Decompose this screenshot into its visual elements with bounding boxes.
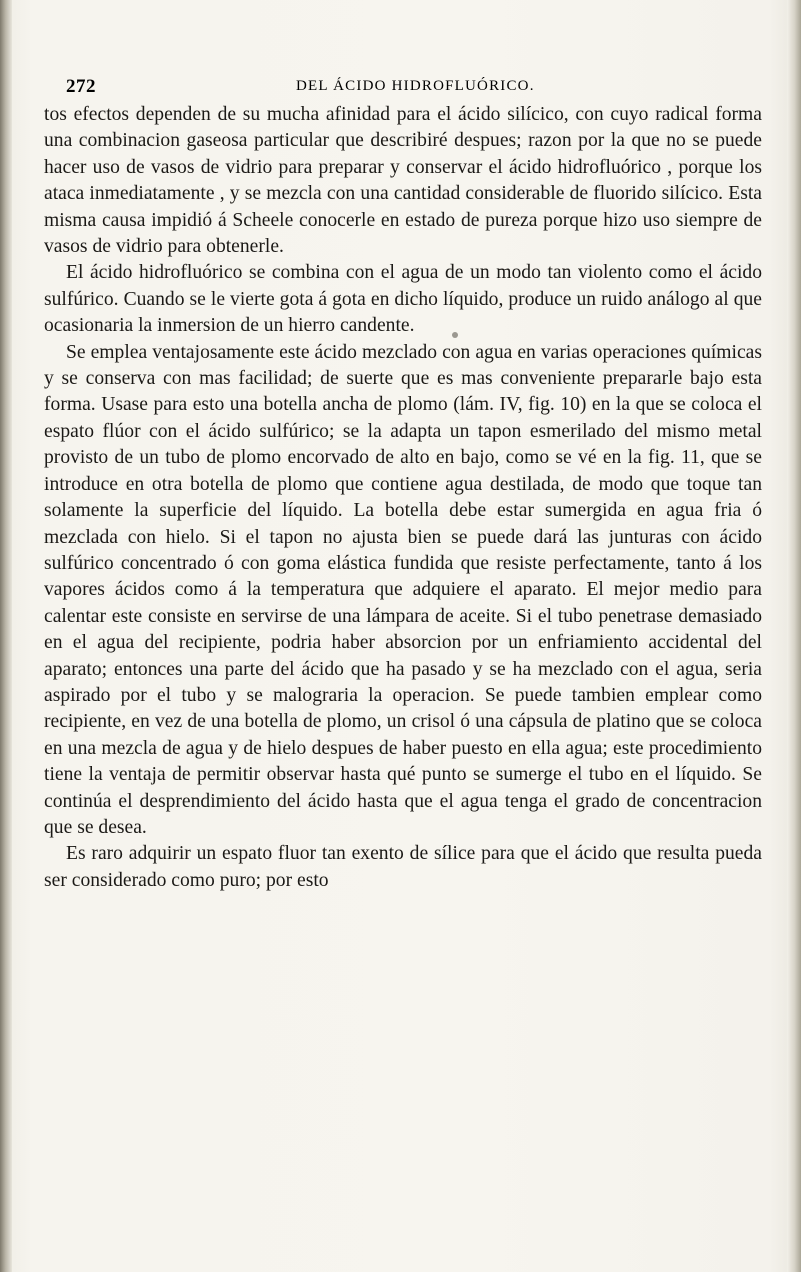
paragraph: tos efectos dependen de su mucha afinidad para el ácido silícico, con cuyo radical forma una combinacion gaseosa particular que describiré despues; razon por la que no se puede hacer uso de vasos de vidrio para preparar y conservar el ácido hidrofluórico , porque los ataca inmediatamente , y se mezcla con una cantidad considerable de fluorido silícico. Esta misma causa impidió á Scheele conocerle en estado de pureza porque hizo uso siempre de vasos de vidrio para obtenerle. <box>44 104 762 258</box>
paragraph: El ácido hidrofluórico se combina con el agua de un modo tan violento como el ácido sulfúrico. Cuando se le vierte gota á gota en dicho líquido, produce un ruido análogo al que ocasionaria la inmersion de un hierro candente. <box>44 262 762 337</box>
body-text <box>44 102 762 894</box>
book-binding-shadow <box>0 0 12 1272</box>
paragraph: Se emplea ventajosamente este ácido mezclado con agua en varias operaciones químicas y se conserva con mas facilidad; de suerte que es mas conveniente prepararle bajo esta forma. Usase para esto una botella ancha de plomo (lám. IV, fig. 10) en la que se coloca el espato flúor con el ácido sulfúrico; se la adapta un tapon esmerilado del mismo metal provisto de un tubo de plomo encorvado de alto en bajo, como se vé en la fig. 11, que se introduce en otra botella de plomo que contiene agua destilada, de modo que toque tan solamente la superficie del líquido. La botella debe estar sumergida en agua fria ó mezclada con hielo. Si el tapon no ajusta bien se puede dará las junturas con ácido sulfúrico concentrado ó con goma elástica fundida que resiste perfectamente, tanto á los vapores ácidos como á la temperatura que adquiere el aparato. El mejor medio para calentar este consiste en servirse de una lámpara de aceite. Si el tubo penetrase demasiado en el agua del recipiente, podria haber absorcion por un enfriamiento accidental del aparato; entonces una parte del ácido que ha pasado y se ha mezclado con el agua, seria aspirado por el tubo y se malograria la operacion. Se puede tambien emplear como recipiente, en vez de una botella de plomo, un crisol ó una cápsula de platino que se coloca en una mezcla de agua y de hielo despues de haber puesto en ella agua; este procedimiento tiene la ventaja de permitir observar hasta qué punto se sumerge el tubo en el líquido. Se continúa el desprendimiento del ácido hasta que el agua tenga el grado de concentracion que se desea. <box>44 341 762 838</box>
paragraph: Es raro adquirir un espato fluor tan exento de sílice para que el ácido que resulta pueda ser considerado como puro; por esto <box>44 843 762 891</box>
header-title: DEL ÁCIDO HIDROFLUÓRICO. <box>296 78 535 94</box>
running-head <box>66 76 766 98</box>
page-number: 272 <box>66 76 96 97</box>
page-edge <box>787 0 801 1272</box>
ink-spot <box>452 332 458 338</box>
